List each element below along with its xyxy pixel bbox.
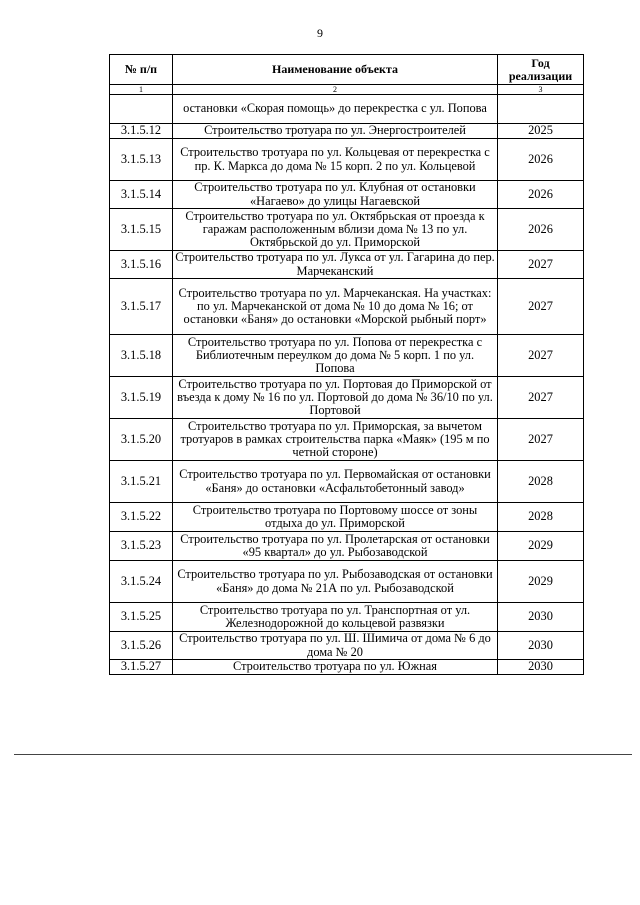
header-name: Наименование объекта — [173, 55, 498, 85]
header-year: Год реализации — [498, 55, 584, 85]
row-year: 2027 — [498, 279, 584, 335]
row-year: 2028 — [498, 461, 584, 503]
row-year: 2026 — [498, 139, 584, 181]
row-year: 2027 — [498, 251, 584, 279]
table-header-row — [110, 55, 584, 85]
row-name: Строительство тротуара по ул. Лукса от ул. Гагарина до пер. Марчеканский — [173, 251, 498, 279]
row-name: Строительство тротуара по ул. Южная — [173, 660, 498, 675]
table-row — [110, 95, 584, 124]
row-year: 2029 — [498, 532, 584, 561]
table-row — [110, 251, 584, 279]
table-row — [110, 419, 584, 461]
row-number: 3.1.5.23 — [110, 532, 173, 561]
table-row — [110, 124, 584, 139]
header-number: № п/п — [110, 55, 173, 85]
table-row — [110, 503, 584, 532]
table-row — [110, 660, 584, 675]
row-number: 3.1.5.15 — [110, 209, 173, 251]
row-year: 2027 — [498, 377, 584, 419]
row-number: 3.1.5.14 — [110, 181, 173, 209]
row-number — [110, 95, 173, 124]
objects-table — [109, 54, 584, 675]
row-number: 3.1.5.12 — [110, 124, 173, 139]
row-year: 2029 — [498, 561, 584, 603]
row-name: Строительство тротуара по ул. Пролетарская от остановки «95 квартал» до ул. Рыбозаводской — [173, 532, 498, 561]
row-year: 2026 — [498, 181, 584, 209]
row-number: 3.1.5.16 — [110, 251, 173, 279]
column-index: 2 — [173, 85, 498, 95]
table-row — [110, 335, 584, 377]
row-number: 3.1.5.27 — [110, 660, 173, 675]
row-name: Строительство тротуара по ул. Рыбозаводская от остановки «Баня» до дома № 21А по ул. Рыбозаводской — [173, 561, 498, 603]
row-name: Строительство тротуара по ул. Ш. Шимича от дома № 6 до дома № 20 — [173, 632, 498, 660]
row-year: 2030 — [498, 632, 584, 660]
table-row — [110, 181, 584, 209]
row-year: 2027 — [498, 419, 584, 461]
row-year: 2030 — [498, 660, 584, 675]
table-row — [110, 139, 584, 181]
table-row — [110, 209, 584, 251]
row-year: 2026 — [498, 209, 584, 251]
row-number: 3.1.5.26 — [110, 632, 173, 660]
row-number: 3.1.5.21 — [110, 461, 173, 503]
row-year — [498, 95, 584, 124]
row-number: 3.1.5.20 — [110, 419, 173, 461]
table-row — [110, 603, 584, 632]
row-name: Строительство тротуара по ул. Клубная от остановки «Нагаево» до улицы Нагаевской — [173, 181, 498, 209]
row-number: 3.1.5.25 — [110, 603, 173, 632]
row-year: 2027 — [498, 335, 584, 377]
row-name: Строительство тротуара по ул. Портовая до Приморской от въезда к дому № 16 по ул. Портовой до дома № 36/10 по ул. Портовой — [173, 377, 498, 419]
table-row — [110, 279, 584, 335]
row-year: 2025 — [498, 124, 584, 139]
row-name: Строительство тротуара по ул. Транспортная от ул. Железнодорожной до кольцевой развязки — [173, 603, 498, 632]
row-name: остановки «Скорая помощь» до перекрестка с ул. Попова — [173, 95, 498, 124]
row-number: 3.1.5.22 — [110, 503, 173, 532]
row-number: 3.1.5.17 — [110, 279, 173, 335]
column-index: 3 — [498, 85, 584, 95]
table-row — [110, 461, 584, 503]
row-name: Строительство тротуара по ул. Октябрьская от проезда к гаражам расположенным вблизи дома № 13 по ул. Октябрьской до ул. Приморской — [173, 209, 498, 251]
row-name: Строительство тротуара по ул. Кольцевая от перекрестка с пр. К. Маркса до дома № 15 корп. 2 по ул. Кольцевой — [173, 139, 498, 181]
row-name: Строительство тротуара по Портовому шоссе от зоны отдыха до ул. Приморской — [173, 503, 498, 532]
row-name: Строительство тротуара по ул. Марчеканская. На участках: по ул. Марчеканской от дома № 10 до дома № 16; от остановки «Баня» до остановки «Морской рыбный порт» — [173, 279, 498, 335]
row-name: Строительство тротуара по ул. Попова от перекрестка с Библиотечным переулком до дома № 5 корп. 1 по ул. Попова — [173, 335, 498, 377]
row-number: 3.1.5.19 — [110, 377, 173, 419]
table-row — [110, 632, 584, 660]
row-name: Строительство тротуара по ул. Энергостроителей — [173, 124, 498, 139]
table-row — [110, 532, 584, 561]
row-number: 3.1.5.24 — [110, 561, 173, 603]
footer-divider — [14, 754, 632, 755]
row-name: Строительство тротуара по ул. Первомайская от остановки «Баня» до остановки «Асфальтобетонный завод» — [173, 461, 498, 503]
column-index-row — [110, 85, 584, 95]
row-year: 2030 — [498, 603, 584, 632]
column-index: 1 — [110, 85, 173, 95]
page-number: 9 — [317, 26, 323, 40]
row-year: 2028 — [498, 503, 584, 532]
row-number: 3.1.5.18 — [110, 335, 173, 377]
row-name: Строительство тротуара по ул. Приморская, за вычетом тротуаров в рамках строительства парка «Маяк» (195 м по четной стороне) — [173, 419, 498, 461]
table-row — [110, 377, 584, 419]
table-row — [110, 561, 584, 603]
row-number: 3.1.5.13 — [110, 139, 173, 181]
